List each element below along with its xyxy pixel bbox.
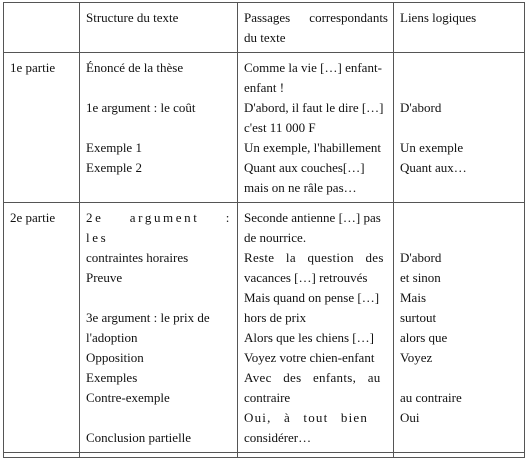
part2-lien-5: alors que bbox=[400, 330, 448, 345]
part2-structure-opposition: Opposition bbox=[86, 350, 144, 365]
part1-label-text: 1e partie bbox=[10, 60, 56, 75]
part1-liens bbox=[394, 53, 525, 203]
part1-passage-2b: c'est 11 000 F bbox=[244, 120, 316, 135]
table-row-part2 bbox=[4, 203, 525, 453]
part2-lien-8: Oui bbox=[400, 410, 420, 425]
part1-passage-3: Un exemple, l'habillement bbox=[244, 140, 381, 155]
part2-passage-1b: de nourrice. bbox=[244, 230, 307, 245]
table-row-cutoff bbox=[4, 453, 525, 458]
cutoff-cell bbox=[4, 453, 80, 458]
spacer bbox=[86, 288, 232, 308]
part2-liens bbox=[394, 203, 525, 453]
part2-lien-2: et sinon bbox=[400, 270, 441, 285]
part2-structure-conclusion: Conclusion partielle bbox=[86, 430, 192, 445]
header-structure-text: Structure du texte bbox=[86, 10, 179, 25]
part2-structure-preuve: Preuve bbox=[86, 270, 123, 285]
spacer bbox=[400, 58, 519, 78]
part1-passage-4a: Quant aux couches[…] bbox=[244, 160, 365, 175]
part1-structure-these: Énoncé de la thèse bbox=[86, 60, 184, 75]
part2-lien-1: D'abord bbox=[400, 250, 442, 265]
part2-structure-arg3a: 3e argument : le prix de bbox=[86, 310, 210, 325]
part1-lien-3: Quant aux… bbox=[400, 160, 467, 175]
part2-lien-7: au contraire bbox=[400, 390, 462, 405]
part2-passage-2b: vacances […] retrouvés bbox=[244, 270, 368, 285]
part2-structure bbox=[80, 203, 238, 453]
spacer bbox=[86, 118, 232, 138]
header-structure bbox=[80, 3, 238, 53]
part2-passage-5: Voyez votre chien-enfant bbox=[244, 350, 375, 365]
spacer bbox=[86, 78, 232, 98]
part1-passage-1b: enfant ! bbox=[244, 80, 285, 95]
part2-lien-6: Voyez bbox=[400, 350, 433, 365]
part1-label bbox=[4, 53, 80, 203]
part2-passage-7b: considérer… bbox=[244, 430, 312, 445]
part1-passage-2a: D'abord, il faut le dire […] bbox=[244, 100, 384, 115]
header-passages-text: Passages correspondants du texte bbox=[244, 10, 388, 45]
part2-label-text: 2e partie bbox=[10, 210, 56, 225]
spacer bbox=[86, 408, 232, 428]
part1-lien-1: D'abord bbox=[400, 100, 442, 115]
cutoff-cell bbox=[80, 453, 238, 458]
analysis-table bbox=[3, 2, 525, 458]
cutoff-cell bbox=[394, 453, 525, 458]
header-liens bbox=[394, 3, 525, 53]
part1-lien-2: Un exemple bbox=[400, 140, 464, 155]
part1-structure-ex2: Exemple 2 bbox=[86, 160, 142, 175]
part2-structure-arg2b: contraintes horaires bbox=[86, 250, 189, 265]
cutoff-cell bbox=[238, 453, 394, 458]
part2-structure-exemples: Exemples bbox=[86, 370, 138, 385]
part1-structure-ex1: Exemple 1 bbox=[86, 140, 142, 155]
header-cell-empty bbox=[4, 3, 80, 53]
part2-passage-1a: Seconde antienne […] pas bbox=[244, 210, 381, 225]
part2-passage-4: Alors que les chiens […] bbox=[244, 330, 374, 345]
part2-structure-arg3b: l'adoption bbox=[86, 330, 138, 345]
part2-lien-3: Mais bbox=[400, 290, 426, 305]
part2-passage-3a: Mais quand on pense […] bbox=[244, 290, 380, 305]
part2-label bbox=[4, 203, 80, 453]
part2-passages bbox=[238, 203, 394, 453]
part1-passages bbox=[238, 53, 394, 203]
spacer bbox=[400, 118, 519, 138]
part1-structure bbox=[80, 53, 238, 203]
part2-passage-2a: Reste la question des bbox=[244, 250, 384, 265]
part2-passage-3b: hors de prix bbox=[244, 310, 307, 325]
part2-structure-arg2a: 2e argument : les bbox=[86, 210, 232, 245]
header-row bbox=[4, 3, 525, 53]
part1-structure-arg1: 1e argument : le coût bbox=[86, 100, 196, 115]
part2-lien-4: surtout bbox=[400, 310, 437, 325]
table-row-part1 bbox=[4, 53, 525, 203]
header-liens-text: Liens logiques bbox=[400, 10, 477, 25]
part1-passage-4b: mais on ne râle pas… bbox=[244, 180, 357, 195]
part2-passage-6a: Avec des enfants, au bbox=[244, 370, 381, 385]
header-passages bbox=[238, 3, 394, 53]
spacer bbox=[400, 208, 519, 228]
part1-passage-1a: Comme la vie […] enfant- bbox=[244, 60, 382, 75]
spacer bbox=[400, 228, 519, 248]
part2-passage-7a: Oui, à tout bien bbox=[244, 410, 369, 425]
part2-structure-contre-exemple: Contre-exemple bbox=[86, 390, 170, 405]
part2-passage-6b: contraire bbox=[244, 390, 291, 405]
spacer bbox=[400, 368, 519, 388]
spacer bbox=[400, 78, 519, 98]
